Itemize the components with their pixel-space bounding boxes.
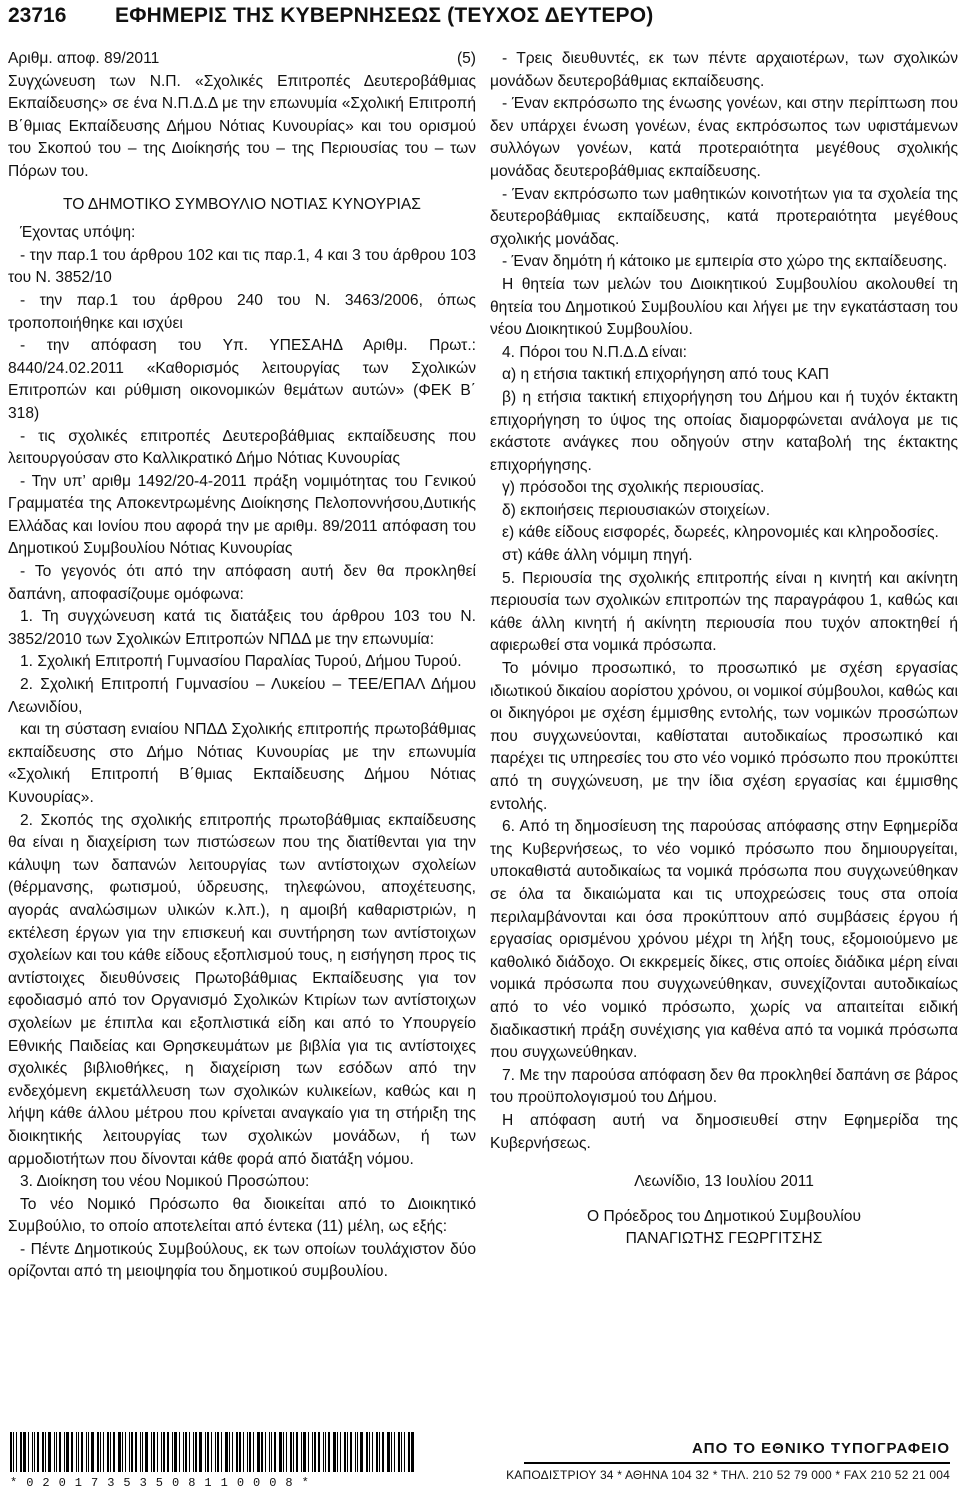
barcode-bar: [81, 1432, 83, 1472]
place-date: Λεωνίδιο, 13 Ιουλίου 2011: [634, 1173, 814, 1191]
barcode-bar: [236, 1432, 238, 1472]
barcode-bar: [271, 1432, 272, 1472]
barcode-bar: [56, 1432, 57, 1472]
barcode-bar: [86, 1432, 87, 1472]
printer-address: ΚΑΠΟΔΙΣΤΡΙΟΥ 34 * ΑΘΗΝΑ 104 32 * ΤΗΛ. 210 52 79 000 * FAX 210 52 21 004: [506, 1468, 950, 1482]
barcode-bar: [140, 1432, 141, 1472]
barcode-bar: [225, 1432, 228, 1472]
paragraph: Η θητεία των μελών του Διοικητικού Συμβουλίου ακολουθεί τη θητεία του Δημοτικού Συμβουλίου και λήγει με την εγκατάσταση του νέου Διοικητικού Συμβουλίου.: [490, 275, 958, 339]
barcode-bar: [76, 1432, 77, 1472]
paragraph: 2. Σχολική Επιτροπή Γυμνασίου – Λυκείου – ΤΕΕ/ΕΠΑΛ Δήμου Λεωνιδίου,: [8, 676, 476, 716]
paragraph: 2. Σκοπός της σχολικής επιτροπής πρωτοβάθμιας εκπαίδευσης θα είναι η διαχείριση των πιστώσεων που της διατίθενται για την κάλυψη των δαπανών λειτουργίας των αντίστοιχων σχολείων (θέρμανσης, φωτισμού, ύδρευσης, τηλεφώνου, αποχέτευσης, αγοράς αναλώσιμων υλικών κ.λπ.), η αμοιβή καθαριστριών, η εκτέλεση έργων για την επισκευή και συντήρηση των αντίστοιχων σχολείων και του κάθε είδους εξοπλισμού τους, η εισήγηση προς τις αντίστοιχες διευθύνσεις Πρωτοβάθμιας Εκπαίδευσης για τον εφοδιασμό από τον Οργανισμό Σχολικών Κτιρίων των αντίστοιχων σχολείων με έπιπλα και εξοπλιστικά είδη και από το Υπουργείο Εθνικής Παιδείας και Θρησκευμάτων με βιβλία για τις αντίστοιχες σχολικές βιβλιοθήκες, η διαχείριση των εσόδων από την ενδεχόμενη εκμετάλλευση των σχολικών κυλικείων, καθώς και η λήψη κάθε άλλου μέτρου που κρίνεται αναγκαίο για τη στήριξη της διοικητικής λειτουργίας των σχολικών μονάδων, ή των αρμοδιοτήτων που δίνονται κάθε φορά από διατάξη νόμου.: [8, 811, 476, 1168]
barcode-bar: [290, 1432, 292, 1472]
barcode-bar: [167, 1432, 169, 1472]
barcode-bar: [193, 1432, 194, 1472]
barcode-bar: [261, 1432, 263, 1472]
barcode-bar: [401, 1432, 402, 1472]
barcode-bar: [301, 1432, 302, 1472]
barcode-bar: [195, 1432, 197, 1472]
barcode-bar: [347, 1432, 348, 1472]
paragraph: Η απόφαση αυτή να δημοσιευθεί στην Εφημερίδα της Κυβερνήσεως.: [490, 1111, 958, 1152]
barcode-bar: [118, 1432, 121, 1472]
barcode-bar: [110, 1432, 111, 1472]
barcode-bar: [59, 1432, 61, 1472]
barcode-bar: [16, 1432, 17, 1472]
barcode-bar: [205, 1432, 206, 1472]
barcode-bar: [283, 1432, 284, 1472]
barcode-bar: [387, 1432, 390, 1472]
paragraph: 7. Με την παρούσα απόφαση δεν θα προκληθεί δαπάνη σε βάρος του προϋπολογισμού του Δήμου.: [490, 1066, 958, 1107]
barcode-bar: [151, 1432, 152, 1472]
paragraph: Το νέο Νομικό Πρόσωπο θα διοικείται από το Διοικητικό Συμβούλιο, το οποίο αποτελείται από έντεκα (11) μέλη, ως εξής:: [8, 1195, 476, 1236]
barcode-bar: [279, 1432, 282, 1472]
barcode-bar: [142, 1432, 143, 1472]
decision-ref: Αριθμ. αποφ. 89/2011: [8, 50, 160, 67]
barcode-bar: [232, 1432, 233, 1472]
barcode-bar: [340, 1432, 341, 1472]
barcode-bar: [221, 1432, 222, 1472]
barcode: [10, 1432, 422, 1472]
barcode-bar: [372, 1432, 373, 1472]
paragraph: 1. Τη συγχώνευση κατά τις διατάξεις του άρθρου 103 του Ν. 3852/2010 των Σχολικών Επιτροπών ΝΠΔΔ με την επωνυμία:: [8, 608, 476, 648]
barcode-bar: [172, 1432, 173, 1472]
barcode-number: *02017353508110008*: [10, 1476, 318, 1490]
paragraph: - Έναν εκπρόσωπο των μαθητικών κοινοτήτων για τα σχολεία της δευτεροβάθμιας εκπαίδευσης, κατά προτεραιότητα μεγέθους σχολικής μονάδας.: [490, 185, 958, 248]
barcode-bar: [91, 1432, 94, 1472]
barcode-bar: [229, 1432, 230, 1472]
barcode-bar: [174, 1432, 177, 1472]
barcode-bar: [97, 1432, 99, 1472]
barcode-bar: [376, 1432, 378, 1472]
barcode-bar: [34, 1432, 35, 1472]
barcode-bar: [369, 1432, 370, 1472]
barcode-bar: [355, 1432, 356, 1472]
barcode-bar: [185, 1432, 187, 1472]
barcode-bar: [239, 1432, 241, 1472]
barcode-bar: [265, 1432, 266, 1472]
barcode-bar: [88, 1432, 89, 1472]
barcode-bar: [344, 1432, 346, 1472]
page-number: 23716: [8, 4, 67, 27]
paragraph: α) η ετήσια τακτική επιχορήγηση από τους ΚΑΠ: [502, 366, 830, 384]
barcode-bar: [328, 1432, 330, 1472]
barcode-bar: [215, 1432, 216, 1472]
barcode-bar: [28, 1432, 29, 1472]
barcode-bar: [10, 1432, 12, 1472]
paragraph: 1. Σχολική Επιτροπή Γυμνασίου Παραλίας Τυρού, Δήμου Τυρού.: [20, 653, 462, 671]
paragraph: Έχοντας υπόψη:: [20, 224, 136, 242]
barcode-bar: [293, 1432, 294, 1472]
barcode-bar: [54, 1432, 55, 1472]
barcode-bar: [325, 1432, 326, 1472]
left-column: [8, 48, 476, 1284]
barcode-bar: [20, 1432, 22, 1472]
barcode-bar: [157, 1432, 158, 1472]
paragraph: 4. Πόροι του Ν.Π.Δ.Δ είναι:: [502, 343, 687, 361]
paragraph: β) η ετήσια τακτική επιχορήγηση του Δήμου και ή τυχόν έκτακτη επιχορήγηση το ύψος της οποίας διαμορφώνεται ανάλογα με τις εκάστοτε ανάγκες που οδηγούν στην καταβολή της έκτακτης επιχορήγησης.: [490, 388, 958, 474]
barcode-bar: [78, 1432, 79, 1472]
barcode-bar: [64, 1432, 65, 1472]
barcode-bar: [296, 1432, 298, 1472]
page-footer: [0, 1428, 960, 1490]
paragraph: και τη σύσταση ενιαίου ΝΠΔΔ Σχολικής επιτροπής πρωτοβάθμιας εκπαίδευσης στο Δήμο Νότιας Κυνουρίας με την επωνυμία «Σχολική Επιτροπή Β΄θμιας Εκπαίδευσης Δήμου Νότιας Κυνουρίας».: [8, 721, 476, 806]
barcode-bar: [314, 1432, 316, 1472]
barcode-bar: [45, 1432, 46, 1472]
barcode-bar: [312, 1432, 313, 1472]
barcode-bar: [163, 1432, 165, 1472]
paragraph: γ) πρόσοδοι της σχολικής περιουσίας.: [502, 479, 765, 497]
barcode-bar: [129, 1432, 130, 1472]
paragraph: - Έναν δημότη ή κάτοικο με εμπειρία στο χώρο της εκπαίδευσης.: [502, 253, 948, 271]
barcode-bar: [145, 1432, 148, 1472]
barcode-bar: [391, 1432, 392, 1472]
paragraph: 5. Περιουσία της σχολικής επιτροπής είναι η κινητή και ακίνητη περιουσία των σχολικών επιτροπών της παραγράφου 1, καθώς και κάθε άλλη κινητή ή ακίνητη περιουσία που τυχόν αποκτηθεί ή αφιερωθεί στα νομικά πρόσωπα.: [490, 569, 958, 655]
barcode-bar: [411, 1432, 414, 1472]
barcode-bar: [404, 1432, 405, 1472]
printer-name: ΑΠΟ ΤΟ ΕΘΝΙΚΟ ΤΥΠΟΓΡΑΦΕΙΟ: [691, 1440, 950, 1457]
barcode-bar: [318, 1432, 320, 1472]
barcode-bar: [161, 1432, 162, 1472]
signatory-name: ΠΑΝΑΓΙΩΤΗΣ ΓΕΩΡΓΙΤΣΗΣ: [625, 1230, 823, 1248]
barcode-bar: [199, 1432, 202, 1472]
barcode-bar: [286, 1432, 287, 1472]
barcode-bar: [323, 1432, 324, 1472]
paragraph: - τις σχολικές επιτροπές Δευτεροβάθμιας εκπαίδευσης που λειτουργούσαν στο Καλλικρατικό Δήμο Νότιας Κυνουρίας: [8, 427, 476, 468]
barcode-bar: [274, 1432, 276, 1472]
barcode-bar: [100, 1432, 101, 1472]
paragraph: 6. Από τη δημοσίευση της παρούσας απόφασης στην Εφημερίδα της Κυβερνήσεως, το νέο νομικό πρόσωπο που δημιουργείται, υποκαθιστά αυτοδικαίως τα νομικά πρόσωπα που συγχωνεύθηκαν σε όλα τα δικαιώματα και τις υποχρεώσεις τους στα οποία περιλαμβάνονται και όσα προκύπτουν από συμβάσεις έργου ή εργασίας ορισμένου χρόνου μέχρι τη λήξη τους, εξομοιούμενο με καθολικό διάδοχο. Οι εκκρεμείς δίκες, στις οποίες διάδικα μέρη είναι νομικά πρόσωπα που συγχωνεύθηκαν, συνεχίζονται αυτοδικαίως από το νέο νομικό πρόσωπο, χωρίς να απαιτείται ειδική διαδικαστική πράξη συνέχισης για καθένα από τα νομικά πρόσωπα που συγχωνεύθηκαν.: [490, 818, 958, 1062]
barcode-bar: [253, 1432, 254, 1472]
barcode-bar: [189, 1432, 190, 1472]
paragraph: Το μόνιμο προσωπικό, το προσωπικό με σχέση εργασίας ιδιωτικού δικαίου αορίστου χρόνου, οι νομικοί σύμβουλοι, καθώς και οι δικηγόροι με σχέση έμμισθης εντολής, των νομικών προσώπων που συγχωνεύονται, καθίσταται αυτοδικαίως προσωπικό και παρέχει τις υπηρεσίες του στο νέο νομικό πρόσωπο που προκύπτει από τη συγχώνευση, με την ίδια σχέση εργασίας και έμμισθης εντολής.: [490, 660, 958, 813]
paragraph: - Την υπ’ αριθμ 1492/20-4-2011 πράξη νομιμότητας του Γενικού Γραμματέα της Αποκεντρωμένης Διοίκησης Πελοποννήσου,Δυτικής Ελλάδας και Ιονίου που αφορά την με αριθμ. 89/2011 απόφαση του Δημοτικού Συμβουλίου Νότιας Κυνουρίας: [8, 472, 476, 558]
decision-reference-line: [8, 48, 476, 71]
paragraph: στ) κάθε άλλη νόμιμη πηγή.: [502, 547, 693, 565]
paragraph: ε) κάθε είδους εισφορές, δωρεές, κληρονομιές και κληροδοσίες.: [502, 524, 939, 542]
barcode-bar: [243, 1432, 244, 1472]
barcode-bar: [337, 1432, 338, 1472]
barcode-bar: [113, 1432, 115, 1472]
barcode-bar: [48, 1432, 51, 1472]
decision-number: (5): [456, 50, 476, 67]
printer-rule: [524, 1462, 950, 1464]
page-header: [0, 0, 960, 34]
barcode-bar: [269, 1432, 270, 1472]
barcode-bar: [131, 1432, 133, 1472]
paragraph: - Τρεις διευθυντές, εκ των πέντε αρχαιοτέρων, των σχολικών μονάδων δευτεροβάθμιας εκπαίδευσης.: [490, 50, 958, 90]
barcode-bar: [71, 1432, 73, 1472]
barcode-bar: [179, 1432, 180, 1472]
barcode-bar: [382, 1432, 384, 1472]
barcode-bar: [247, 1432, 248, 1472]
barcode-bar: [333, 1432, 336, 1472]
barcode-bar: [122, 1432, 123, 1472]
paragraph: - την απόφαση του Υπ. ΥΠΕΣΑΗΔ Αριθμ. Πρωτ.: 8440/24.02.2011 «Καθορισμός λειτουργίας των Σχολικών Επιτροπών και ρύθμιση οικονομικών θεμάτων αυτών» (ΦΕΚ Β΄ 318): [8, 337, 476, 422]
barcode-bar: [183, 1432, 184, 1472]
barcode-bar: [207, 1432, 209, 1472]
barcode-bar: [303, 1432, 306, 1472]
journal-title: ΕΦΗΜΕΡΙΣ ΤΗΣ ΚΥΒΕΡΝΗΣΕΩΣ (ΤΕΥΧΟΣ ΔΕΥΤΕΡΟ): [115, 4, 654, 27]
barcode-bar: [32, 1432, 33, 1472]
barcode-bar: [135, 1432, 137, 1472]
barcode-bar: [257, 1432, 260, 1472]
paragraph: - την παρ.1 του άρθρου 240 του Ν. 3463/2006, όπως τροποποιήθηκε και ισχύει: [8, 291, 476, 332]
decision-title: Συγχώνευση των Ν.Π. «Σχολικές Επιτροπές Δευτεροβάθμιας Εκπαίδευσης» σε ένα Ν.Π.Δ.Δ με την επωνυμία «Σχολική Επιτροπή Β΄θμιας Εκπαίδευσης Δήμου Νότιας Κυνουρίας» και του ορισμού του Σκοπού του – της Διοίκησής του – της Περιουσίας του – των Πόρων του.: [8, 72, 476, 180]
barcode-bar: [107, 1432, 109, 1472]
barcode-bar: [366, 1432, 368, 1472]
paragraph: δ) εκποιήσεις περιουσιακών στοιχείων.: [502, 501, 771, 519]
barcode-bar: [217, 1432, 219, 1472]
paragraph: - την παρ.1 του άρθρου 102 και τις παρ.1, 4 και 3 του άρθρου 103 του Ν. 3852/10: [8, 246, 476, 287]
barcode-bar: [153, 1432, 155, 1472]
barcode-bar: [125, 1432, 126, 1472]
paragraph: 3. Διοίκηση του νέου Νομικού Προσώπου:: [20, 1173, 310, 1191]
barcode-bar: [66, 1432, 69, 1472]
barcode-bar: [42, 1432, 44, 1472]
barcode-bar: [398, 1432, 400, 1472]
barcode-bar: [37, 1432, 39, 1472]
barcode-bar: [249, 1432, 251, 1472]
barcode-bar: [211, 1432, 212, 1472]
barcode-bar: [408, 1432, 410, 1472]
barcode-bar: [103, 1432, 104, 1472]
barcode-bar: [13, 1432, 14, 1472]
barcode-bar: [350, 1432, 352, 1472]
barcode-bar: [394, 1432, 395, 1472]
barcode-bar: [360, 1432, 363, 1472]
paragraph: - Το γεγονός ότι από την απόφαση αυτή δεν θα προκληθεί δαπάνη, αποφασίζουμε ομόφωνα:: [8, 563, 476, 603]
barcode-bar: [357, 1432, 358, 1472]
barcode-bar: [308, 1432, 309, 1472]
paragraph: - Πέντε Δημοτικούς Συμβούλους, εκ των οποίων τουλάχιστον δύο ορίζονται από τη μειοψηφία του δημοτικού συμβουλίου.: [8, 1240, 476, 1281]
barcode-bar: [23, 1432, 26, 1472]
right-column: [490, 48, 958, 1251]
barcode-bar: [379, 1432, 380, 1472]
council-heading: ΤΟ ΔΗΜΟΤΙΚΟ ΣΥΜΒΟΥΛΙΟ ΝΟΤΙΑΣ ΚΥΝΟΥΡΙΑΣ: [63, 195, 421, 213]
paragraph: - Έναν εκπρόσωπο της ένωσης γονέων, και στην περίπτωση που δεν υπάρχει ένωση γονέων, ένας εκπρόσωπος των υφιστάμενων συλλόγων γονέων, κατά προτεραιότητα μεγέθους σχολικής μονάδας δευτεροβάθμιας εκπαίδευσης.: [490, 95, 958, 180]
signatory-title: Ο Πρόεδρος του Δημοτικού Συμβουλίου: [587, 1207, 861, 1225]
